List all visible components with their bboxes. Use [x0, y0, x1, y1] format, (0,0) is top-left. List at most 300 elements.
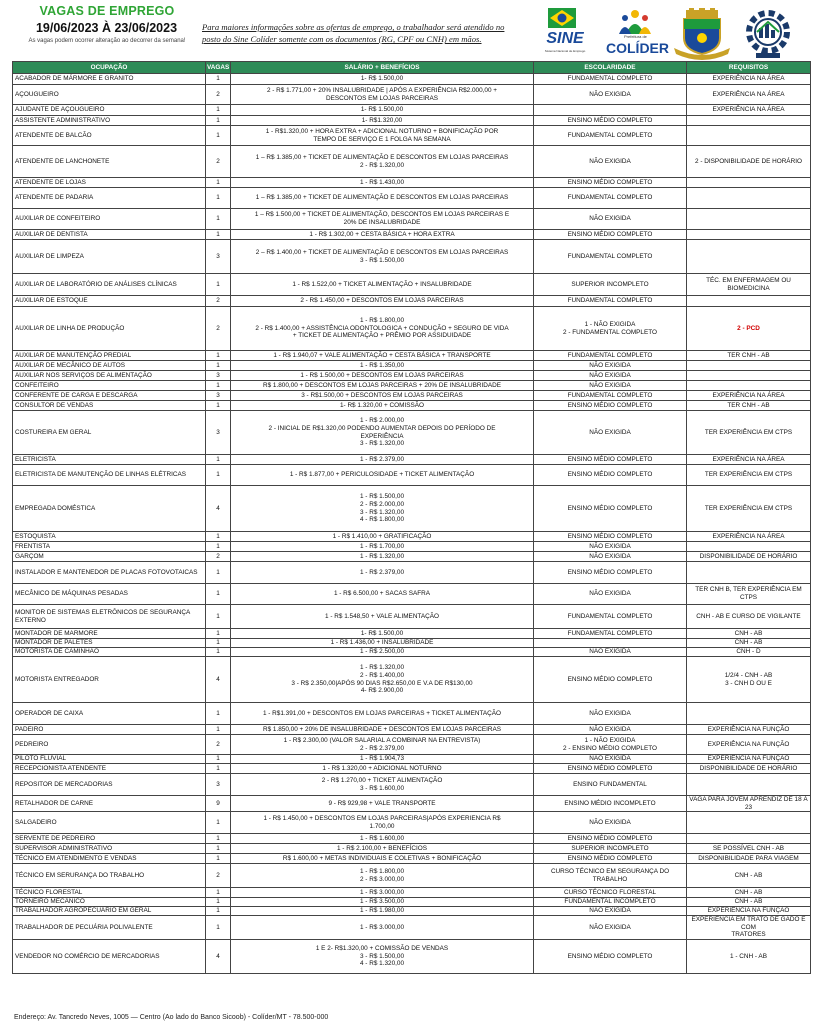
table-row — [13, 907, 811, 916]
cell-occupation: ESTOQUISTA — [13, 532, 206, 542]
cell-occupation: OPERADOR DE CAIXA — [13, 703, 206, 725]
cell-vacancies: 3 — [206, 240, 231, 274]
cell-occupation: ATENDENTE DE BALCÃO — [13, 126, 206, 146]
cell-salary: 1 - R$ 1.320,00 2 - R$ 1.400,00 3 - R$ 2.350,00|APÓS 90 DIAS R$2.650,00 E V.A DE R$130,00 4- R$ 2.900,00 — [231, 657, 534, 703]
cell-salary: 1- R$ 1.500,00 — [231, 105, 534, 116]
colider-logo — [606, 8, 669, 58]
coat-of-arms-icon — [672, 8, 732, 60]
table-row — [13, 209, 811, 230]
cell-vacancies: 1 — [206, 629, 231, 639]
cell-education: NÃO EXIGIDA — [534, 542, 687, 552]
table-row — [13, 274, 811, 296]
cell-occupation: MONTADOR DE MARMORE — [13, 629, 206, 639]
cell-vacancies: 1 — [206, 898, 231, 907]
cell-vacancies: 1 — [206, 532, 231, 542]
table-row — [13, 648, 811, 657]
cell-occupation: INSTALADOR E MANTENEDOR DE PLACAS FOTOVOTAICAS — [13, 562, 206, 584]
cell-vacancies: 1 — [206, 584, 231, 605]
cell-vacancies: 2 — [206, 85, 231, 105]
cell-occupation: ATENDENTE DE LOJAS — [13, 178, 206, 188]
cell-education: ENSINO MÉDIO COMPLETO — [534, 465, 687, 486]
cell-education: ENSINO MÉDIO COMPLETO — [534, 486, 687, 532]
cell-requirements: EXPERIÊNCIA NA FUNÇÃO — [687, 735, 811, 755]
cell-requirements: EXPERIÊNCIA NA ÁREA — [687, 105, 811, 116]
cell-salary: 1- R$ 1.500,00 — [231, 629, 534, 639]
table-row — [13, 401, 811, 411]
cell-occupation: ELETRICISTA DE MANUTENÇÃO DE LINHAS ELÉTRICAS — [13, 465, 206, 486]
cell-occupation: MOTORISTA ENTREGADOR — [13, 657, 206, 703]
cell-occupation: TRABALHADOR AGROPECUÁRIO EM GERAL — [13, 907, 206, 916]
cell-education: FUNDAMENTAL COMPLETO — [534, 74, 687, 85]
cell-requirements — [687, 774, 811, 796]
table-row — [13, 381, 811, 391]
cell-salary: 1 - R$ 1.450,00 + DESCONTOS EM LOJAS PARCEIRAS|APÓS EXPERIENCIA R$ 1.700,00 — [231, 812, 534, 834]
cell-salary: 1 - R$ 1.800,00 2 - R$ 3.000,00 — [231, 864, 534, 888]
cell-requirements: CNH - AB — [687, 864, 811, 888]
cell-requirements — [687, 209, 811, 230]
cell-salary: 1 - R$ 1.877,00 + PERICULOSIDADE + TICKET ALIMENTAÇÃO — [231, 465, 534, 486]
cell-requirements: TÉC. EM ENFERMAGEM OU BIOMEDICINA — [687, 274, 811, 296]
cell-salary: 9 - R$ 929,98 + VALE TRANSPORTE — [231, 796, 534, 812]
cell-occupation: COSTUREIRA EM GERAL — [13, 411, 206, 455]
cell-requirements: EXPERIÊNCIA NA ÁREA — [687, 74, 811, 85]
cell-occupation: RETALHADOR DE CARNE — [13, 796, 206, 812]
cell-vacancies: 1 — [206, 230, 231, 240]
cell-vacancies: 9 — [206, 796, 231, 812]
cell-education: 1 - NÃO EXIGIDA 2 - FUNDAMENTAL COMPLETO — [534, 307, 687, 351]
info-text: Para maiores informações sobre as ofertas de emprego, o trabalhador será atendido no posto do Sine Colíder somente com os documentos (RG, CPF ou CNH) em mãos. — [202, 22, 505, 44]
cell-education: ENSINO MÉDIO COMPLETO — [534, 178, 687, 188]
cell-vacancies: 2 — [206, 146, 231, 178]
cell-requirements: DISPONIBILIDADE DE HORÁRIO — [687, 764, 811, 774]
cell-occupation: MONTADOR DE PALETES — [13, 639, 206, 648]
cell-vacancies: 1 — [206, 381, 231, 391]
cell-requirements: DISPONIBILIDADE DE HORÁRIO — [687, 552, 811, 562]
cell-education: FUNDAMENTAL COMPLETO — [534, 188, 687, 209]
cell-occupation: AJUDANTE DE AÇOUGUEIRO — [13, 105, 206, 116]
cell-education: ENSINO MÉDIO COMPLETO — [534, 764, 687, 774]
cell-vacancies: 1 — [206, 542, 231, 552]
table-row — [13, 240, 811, 274]
cell-vacancies: 1 — [206, 126, 231, 146]
cell-requirements: CNH - AB — [687, 898, 811, 907]
table-row — [13, 411, 811, 455]
sine-logo — [534, 8, 594, 54]
cell-vacancies: 1 — [206, 188, 231, 209]
cell-occupation: PILOTO FLUVIAL — [13, 755, 206, 764]
cell-salary: 1 - R$ 2.100,00 + BENEFÍCIOS — [231, 844, 534, 854]
cell-education: NÃO EXIGIDA — [534, 209, 687, 230]
col-header-vacancies: VAGAS — [206, 62, 231, 74]
table-row — [13, 639, 811, 648]
cell-requirements: EXPERIÊNCIA NA ÁREA — [687, 85, 811, 105]
table-row — [13, 391, 811, 401]
cell-requirements: EXPERIÊNCIA NA FUNÇÃO — [687, 755, 811, 764]
table-row — [13, 126, 811, 146]
cell-requirements: CNH - D — [687, 648, 811, 657]
cell-requirements: 1 - CNH - AB — [687, 940, 811, 974]
cell-education: ENSINO MÉDIO INCOMPLETO — [534, 796, 687, 812]
cell-education: NÃO EXIGIDA — [534, 755, 687, 764]
change-notice: As vagas podem ocorrer alteração ao decorrer da semana! — [28, 38, 186, 44]
cell-requirements — [687, 126, 811, 146]
cell-salary: 1- R$1.320,00 — [231, 116, 534, 126]
city-coat-of-arms — [672, 8, 732, 60]
cell-vacancies: 1 — [206, 209, 231, 230]
cell-vacancies: 1 — [206, 455, 231, 465]
cell-salary: 1 - R$ 1.940,07 + VALE ALIMENTAÇÃO + CESTA BÁSICA + TRANSPORTE — [231, 351, 534, 361]
cell-vacancies: 1 — [206, 361, 231, 371]
cell-vacancies: 1 — [206, 105, 231, 116]
cell-requirements — [687, 703, 811, 725]
cell-salary: 1 - R$ 3.500,00 — [231, 898, 534, 907]
cell-education: CURSO TÉCNICO FLORESTAL — [534, 888, 687, 898]
cell-requirements — [687, 240, 811, 274]
cell-salary: 1 - R$ 1.430,00 — [231, 178, 534, 188]
cell-occupation: ATENDENTE DE PADARIA — [13, 188, 206, 209]
cell-education: NÃO EXIGIDA — [534, 361, 687, 371]
cell-education: NÃO EXIGIDA — [534, 381, 687, 391]
cell-occupation: MECÂNICO DE MÁQUINAS PESADAS — [13, 584, 206, 605]
cell-salary: 1 - R$ 1.904,73 — [231, 755, 534, 764]
cell-salary: 1 - R$ 1.410,00 + GRATIFICAÇÃO — [231, 532, 534, 542]
cell-occupation: RECEPCIONISTA ATENDENTE — [13, 764, 206, 774]
cell-occupation: ASSISTENTE ADMINISTRATIVO — [13, 116, 206, 126]
table-row — [13, 898, 811, 907]
cell-education — [534, 105, 687, 116]
cell-salary: 1- R$ 1.500,00 — [231, 74, 534, 85]
cell-requirements — [687, 188, 811, 209]
cell-education: ENSINO MÉDIO COMPLETO — [534, 116, 687, 126]
cell-vacancies: 1 — [206, 854, 231, 864]
cell-vacancies: 2 — [206, 307, 231, 351]
cell-requirements: TER EXPERIÊNCIA EM CTPS — [687, 411, 811, 455]
colider-prefix: Prefeitura de — [624, 34, 647, 39]
cell-occupation: TRABALHADOR DE PECUÁRIA POLIVALENTE — [13, 916, 206, 940]
col-header-requirements: REQUISITOS — [687, 62, 811, 74]
cell-education: FUNDAMENTAL COMPLETO — [534, 605, 687, 629]
cell-education: ENSINO MÉDIO COMPLETO — [534, 834, 687, 844]
cell-education: ENSINO MÉDIO COMPLETO — [534, 657, 687, 703]
cell-occupation: TÉCNICO EM SERURANÇA DO TRABALHO — [13, 864, 206, 888]
cell-requirements: CNH - AB E CURSO DE VIGILANTE — [687, 605, 811, 629]
cell-occupation: SUPERVISOR ADMINISTRATIVO — [13, 844, 206, 854]
cell-salary: 1 - R$ 1.522,00 + TICKET ALIMENTAÇÃO + INSALUBRIDADE — [231, 274, 534, 296]
cell-salary: 1- R$ 1.320,00 + COMISSÃO — [231, 401, 534, 411]
cell-salary: 1 - R$ 1.436,00 + INSALUBRIDADE — [231, 639, 534, 648]
cell-salary: 1 - R$ 2.000,00 2 - INICIAL DE R$1.320,00 PODENDO AUMENTAR DEPOIS DO PERÍODO DE EXPERIÊNCIA 3 - R$ 1.320,00 — [231, 411, 534, 455]
col-header-education: ESCOLARIDADE — [534, 62, 687, 74]
cell-salary: 1 - R$ 1.980,00 — [231, 907, 534, 916]
table-row — [13, 542, 811, 552]
cell-occupation: AÇOUGUEIRO — [13, 85, 206, 105]
cell-requirements — [687, 542, 811, 552]
cell-salary: 3 - R$1.500,00 + DESCONTOS EM LOJAS PARCEIRAS — [231, 391, 534, 401]
cell-vacancies: 4 — [206, 657, 231, 703]
cell-education: FUNDAMENTAL COMPLETO — [534, 296, 687, 307]
cell-education: CURSO TÉCNICO EM SEGURANÇA DO TRABALHO — [534, 864, 687, 888]
cell-salary: 1 - R$ 2.500,00 — [231, 648, 534, 657]
cell-occupation: TÉCNICO FLORESTAL — [13, 888, 206, 898]
cell-education: NÃO EXIGIDA — [534, 411, 687, 455]
page-header — [0, 0, 830, 60]
table-row — [13, 774, 811, 796]
cell-education: FUNDAMENTAL COMPLETO — [534, 240, 687, 274]
cell-vacancies: 1 — [206, 465, 231, 486]
cell-vacancies: 1 — [206, 116, 231, 126]
cell-occupation: PADEIRO — [13, 725, 206, 735]
cell-salary: 1 - R$ 2.300,00 (VALOR SALARIAL A COMBINAR NA ENTREVISTA) 2 - R$ 2.379,00 — [231, 735, 534, 755]
cell-requirements: TER CNH - AB — [687, 401, 811, 411]
cell-occupation: GARÇOM — [13, 552, 206, 562]
cell-education: ENSINO MÉDIO COMPLETO — [534, 230, 687, 240]
cell-education: ENSINO MÉDIO COMPLETO — [534, 562, 687, 584]
cell-salary: 1 - R$ 1.500,00 2 - R$ 2.000,00 3 - R$ 1.320,00 4 - R$ 1.800,00 — [231, 486, 534, 532]
cell-occupation: AUXILIAR DE LABORATÓRIO DE ANÁLISES CLÍNICAS — [13, 274, 206, 296]
cell-occupation: SERVENTE DE PEDREIRO — [13, 834, 206, 844]
table-row — [13, 629, 811, 639]
cell-vacancies: 1 — [206, 639, 231, 648]
cell-vacancies: 4 — [206, 486, 231, 532]
cell-education: SUPERIOR INCOMPLETO — [534, 274, 687, 296]
cell-requirements: EXPERIÊNCIA NA ÁREA — [687, 391, 811, 401]
cell-occupation: AUXILIAR DE ESTOQUE — [13, 296, 206, 307]
table-row — [13, 834, 811, 844]
table-row — [13, 854, 811, 864]
cell-salary: 1 - R$ 1.302,00 + CESTA BÁSICA + HORA EXTRA — [231, 230, 534, 240]
cell-salary: 1 - R$ 1.800,00 2 - R$ 1.400,00 + ASSISTÊNCIA ODONTOLOGICA + CONDUÇÃO + SEGURO DE VIDA + TICKET DE ALIMENTAÇÃO + PRÊMIO POR ASSIDUIDADE — [231, 307, 534, 351]
table-row — [13, 178, 811, 188]
cell-occupation: MOTORISTA DE CAMINHÃO — [13, 648, 206, 657]
cell-occupation: CONFERENTE DE CARGA E DESCARGA — [13, 391, 206, 401]
cell-vacancies: 1 — [206, 916, 231, 940]
cell-salary: 1 – R$ 1.385,00 + TICKET DE ALIMENTAÇÃO E DESCONTOS EM LOJAS PARCEIRAS 2 - R$ 1.320,00 — [231, 146, 534, 178]
cell-education: FUNDAMENTAL COMPLETO — [534, 351, 687, 361]
cell-vacancies: 1 — [206, 764, 231, 774]
cell-requirements: DISPONIBILIDADE PARA VIAGEM — [687, 854, 811, 864]
cell-requirements — [687, 562, 811, 584]
cell-requirements: 1/2/4 - CNH - AB 3 - CNH D OU E — [687, 657, 811, 703]
cell-requirements: 2 - DISPONIBILIDADE DE HORÁRIO — [687, 146, 811, 178]
cell-salary: 1 - R$ 3.000,00 — [231, 888, 534, 898]
cell-requirements: EXPERIÊNCIA EM TRATO DE GADO E COM TRATORES — [687, 916, 811, 940]
cell-requirements — [687, 116, 811, 126]
cell-requirements: VAGA PARA JOVEM APRENDIZ DE 18 À 23 — [687, 796, 811, 812]
table-row — [13, 605, 811, 629]
sine-logo-text: SINE — [546, 30, 584, 47]
table-row — [13, 916, 811, 940]
cell-requirements: TER EXPERIÊNCIA EM CTPS — [687, 486, 811, 532]
cell-requirements: TER CNH B, TER EXPERIÊNCIA EM CTPS — [687, 584, 811, 605]
cell-requirements: CNH - AB — [687, 639, 811, 648]
cell-occupation: FRENTISTA — [13, 542, 206, 552]
table-row — [13, 864, 811, 888]
table-row — [13, 351, 811, 361]
cell-vacancies: 1 — [206, 844, 231, 854]
cell-salary: 1 - R$ 1.500,00 + DESCONTOS EM LOJAS PARCEIRAS — [231, 371, 534, 381]
table-row — [13, 755, 811, 764]
cell-vacancies: 1 — [206, 648, 231, 657]
cell-occupation: TORNEIRO MECÂNICO — [13, 898, 206, 907]
cell-education: NÃO EXIGIDA — [534, 812, 687, 834]
cell-salary: 1 – R$ 1.385,00 + TICKET DE ALIMENTAÇÃO E DESCONTOS EM LOJAS PARCEIRAS — [231, 188, 534, 209]
cell-vacancies: 2 — [206, 552, 231, 562]
cell-salary: 2 – R$ 1.400,00 + TICKET DE ALIMENTAÇÃO E DESCONTOS EM LOJAS PARCEIRAS 3 - R$ 1.500,00 — [231, 240, 534, 274]
cell-salary: 2 - R$ 1.771,00 + 20% INSALUBRIDADE | APÓS A EXPERIÊNCIA R$2.000,00 + DESCONTOS EM LOJAS PARCEIRAS — [231, 85, 534, 105]
cell-requirements — [687, 812, 811, 834]
cell-salary: 1 - R$ 1.320,00 — [231, 552, 534, 562]
cell-occupation: AUXILIAR NOS SERVIÇOS DE ALIMENTAÇÃO — [13, 371, 206, 381]
sine-logo-subtext: Sistema Nacional de Emprego — [544, 49, 586, 53]
cell-vacancies: 1 — [206, 703, 231, 725]
cell-requirements: TER EXPERIÊNCIA EM CTPS — [687, 465, 811, 486]
cell-education: ENSINO MÉDIO COMPLETO — [534, 401, 687, 411]
cell-salary: 1 - R$ 1.600,00 — [231, 834, 534, 844]
table-row — [13, 657, 811, 703]
sine-flag-icon — [548, 8, 576, 28]
table-row — [13, 455, 811, 465]
gear-icon — [742, 8, 794, 60]
cell-requirements: EXPERIÊNCIA NA FUNÇÃO — [687, 907, 811, 916]
cell-requirements: 2 - PCD — [687, 307, 811, 351]
table-row — [13, 105, 811, 116]
cell-occupation: CONFEITEIRO — [13, 381, 206, 391]
cell-education: 1 - NÃO EXIGIDA 2 - ENSINO MÉDIO COMPLETO — [534, 735, 687, 755]
table-row — [13, 725, 811, 735]
cell-occupation: AUXILIAR DE LIMPEZA — [13, 240, 206, 274]
cell-salary: 1 - R$1.391,00 + DESCONTOS EM LOJAS PARCEIRAS + TICKET ALIMENTAÇÃO — [231, 703, 534, 725]
cell-salary: 1 - R$ 2.379,00 — [231, 562, 534, 584]
cell-education: FUNDAMENTAL COMPLETO — [534, 391, 687, 401]
table-row — [13, 812, 811, 834]
table-row — [13, 361, 811, 371]
cell-occupation: ACABADOR DE MÁRMORE E GRANITO — [13, 74, 206, 85]
sincert-logo — [742, 8, 794, 60]
cell-occupation: MONITOR DE SISTEMAS ELETRÔNICOS DE SEGURANÇA EXTERNO — [13, 605, 206, 629]
cell-education: NÃO EXIGIDA — [534, 725, 687, 735]
cell-vacancies: 4 — [206, 940, 231, 974]
cell-vacancies: 1 — [206, 178, 231, 188]
cell-vacancies: 1 — [206, 351, 231, 361]
cell-education: ENSINO MÉDIO COMPLETO — [534, 532, 687, 542]
col-header-salary: SALÁRIO + BENEFÍCIOS — [231, 62, 534, 74]
cell-education: NÃO EXIGIDA — [534, 907, 687, 916]
cell-occupation: VENDEDOR NO COMÉRCIO DE MERCADORIAS — [13, 940, 206, 974]
cell-education: ENSINO MÉDIO COMPLETO — [534, 940, 687, 974]
col-header-occupation: OCUPAÇÃO — [13, 62, 206, 74]
cell-vacancies: 1 — [206, 834, 231, 844]
cell-vacancies: 3 — [206, 371, 231, 381]
cell-requirements: EXPERIÊNCIA NA FUNÇÃO — [687, 725, 811, 735]
cell-education: ENSINO FUNDAMENTAL — [534, 774, 687, 796]
cell-salary: 1 - R$1.320,00 + HORA EXTRA + ADICIONAL NOTURNO + BONIFICAÇÃO POR TEMPO DE SERVIÇO E 1 FOLGA NA SEMANA — [231, 126, 534, 146]
table-row — [13, 703, 811, 725]
table-row — [13, 796, 811, 812]
cell-salary: 1 – R$ 1.500,00 + TICKET DE ALIMENTAÇÃO, DESCONTOS EM LOJAS PARCEIRAS E 20% DE INSALUBRIDADE — [231, 209, 534, 230]
table-row — [13, 85, 811, 105]
table-row — [13, 371, 811, 381]
cell-education: NÃO EXIGIDA — [534, 703, 687, 725]
cell-requirements: CNH - AB — [687, 888, 811, 898]
cell-occupation: AUXILIAR DE CONFEITEIRO — [13, 209, 206, 230]
cell-occupation: CONSULTOR DE VENDAS — [13, 401, 206, 411]
cell-salary: 1 - R$ 3.000,00 — [231, 916, 534, 940]
job-vacancies-table — [12, 61, 811, 974]
table-row — [13, 230, 811, 240]
colider-people-icon — [606, 8, 664, 36]
cell-vacancies: 1 — [206, 401, 231, 411]
cell-requirements: TER CNH - AB — [687, 351, 811, 361]
cell-occupation: TÉCNICO EM ATENDIMENTO E VENDAS — [13, 854, 206, 864]
table-header-row — [13, 62, 811, 74]
cell-salary: 1 - R$ 1.320,00 + ADICIONAL NOTURNO — [231, 764, 534, 774]
cell-education: FUNDAMENTAL INCOMPLETO — [534, 898, 687, 907]
cell-salary: 2 - R$ 1.270,00 + TICKET ALIMENTAÇÃO 3 - R$ 1.600,00 — [231, 774, 534, 796]
cell-salary: 1 - R$ 2.379,00 — [231, 455, 534, 465]
cell-education: FUNDAMENTAL COMPLETO — [534, 126, 687, 146]
cell-requirements — [687, 178, 811, 188]
cell-salary: 1 E 2- R$1.320,00 + COMISSÃO DE VENDAS 3 - R$ 1.500,00 4 - R$ 1.320,00 — [231, 940, 534, 974]
table-row — [13, 562, 811, 584]
cell-education: NÃO EXIGIDA — [534, 85, 687, 105]
cell-education: NÃO EXIGIDA — [534, 371, 687, 381]
cell-vacancies: 2 — [206, 296, 231, 307]
cell-occupation: ATENDENTE DE LANCHONETE — [13, 146, 206, 178]
cell-vacancies: 1 — [206, 907, 231, 916]
table-row — [13, 146, 811, 178]
cell-vacancies: 1 — [206, 74, 231, 85]
cell-vacancies: 1 — [206, 755, 231, 764]
cell-requirements: CNH - AB — [687, 629, 811, 639]
cell-education: NÃO EXIGIDA — [534, 648, 687, 657]
table-row — [13, 844, 811, 854]
cell-salary: 1 - R$ 1.350,00 — [231, 361, 534, 371]
cell-requirements — [687, 381, 811, 391]
cell-vacancies: 1 — [206, 812, 231, 834]
cell-vacancies: 1 — [206, 274, 231, 296]
cell-vacancies: 3 — [206, 774, 231, 796]
cell-occupation: SALGADEIRO — [13, 812, 206, 834]
cell-requirements — [687, 230, 811, 240]
colider-logo-text: COLÍDER — [606, 40, 669, 56]
cell-salary: 1 - R$ 1.700,00 — [231, 542, 534, 552]
cell-occupation: REPOSITOR DE MERCADORIAS — [13, 774, 206, 796]
cell-vacancies: 1 — [206, 888, 231, 898]
table-row — [13, 888, 811, 898]
cell-education: NÃO EXIGIDA — [534, 146, 687, 178]
cell-vacancies: 3 — [206, 411, 231, 455]
table-row — [13, 486, 811, 532]
cell-occupation: ELETRICISTA — [13, 455, 206, 465]
cell-occupation: AUXILIAR DE LINHA DE PRODUÇÃO — [13, 307, 206, 351]
cell-education: NÃO EXIGIDA — [534, 552, 687, 562]
date-range: 19/06/2023 À 23/06/2023 — [35, 21, 178, 35]
cell-education: SUPERIOR INCOMPLETO — [534, 844, 687, 854]
table-row — [13, 465, 811, 486]
table-row — [13, 116, 811, 126]
table-row — [13, 532, 811, 542]
cell-requirements: SE POSSÍVEL CNH - AB — [687, 844, 811, 854]
table-row — [13, 74, 811, 85]
cell-education: NÃO EXIGIDA — [534, 916, 687, 940]
cell-occupation: EMPREGADA DOMÉSTICA — [13, 486, 206, 532]
cell-vacancies: 1 — [206, 605, 231, 629]
cell-salary: 1 - R$ 1.548,50 + VALE ALIMENTAÇÃO — [231, 605, 534, 629]
table-row — [13, 735, 811, 755]
cell-vacancies: 2 — [206, 735, 231, 755]
cell-requirements: EXPERIÊNCIA NA ÁREA — [687, 455, 811, 465]
cell-salary: R$ 1.850,00 + 20% DE INSALUBRIDADE + DESCONTOS EM LOJAS PARCEIRAS — [231, 725, 534, 735]
